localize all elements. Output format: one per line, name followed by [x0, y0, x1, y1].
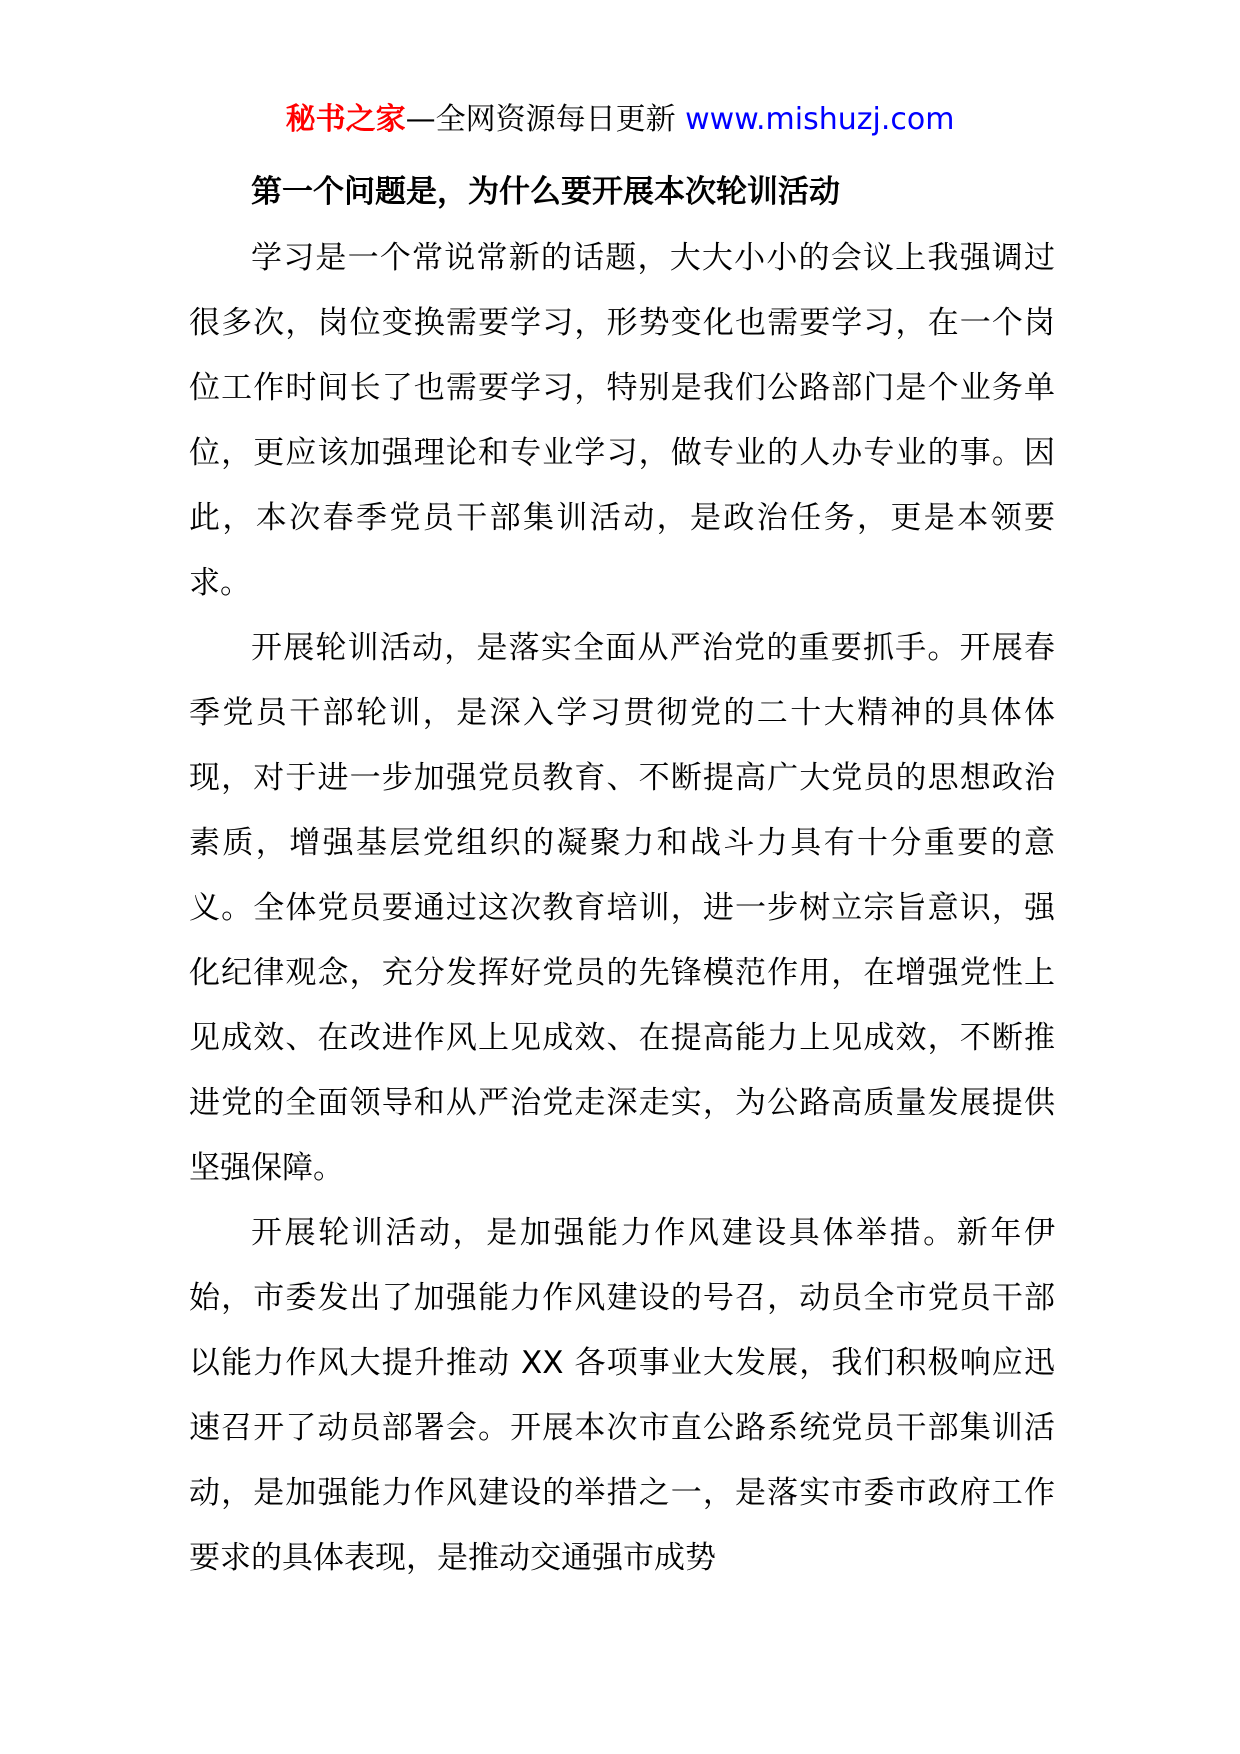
site-url-link[interactable]: www.mishuzj.com [685, 102, 955, 137]
paragraph-2: 开展轮训活动，是落实全面从严治党的重要抓手。开展春季党员干部轮训，是深入学习贯彻党的二十大精神的具体体现，对于进一步加强党员教育、不断提高广大党员的思想政治素质，增强基层党组织的凝聚力和战斗力具有十分重要的意义。全体党员要通过这次教育培训，进一步树立宗旨意识，强化纪律观念，充分发挥好党员的先锋模范作用，在增强党性上见成效、在改进作风上见成效、在提高能力上见成效，不断推进党的全面领导和从严治党走深走实，为公路高质量发展提供坚强保障。 [189, 630, 1055, 1186]
header-tagline: —全网资源每日更新 [405, 102, 686, 137]
paragraph-1: 学习是一个常说常新的话题，大大小小的会议上我强调过很多次，岗位变换需要学习，形势变化也需要学习，在一个岗位工作时间长了也需要学习，特别是我们公路部门是个业务单位，更应该加强理论和专业学习，做专业的人办专业的事。因此，本次春季党员干部集训活动，是政治任务，更是本领要求。 [189, 240, 1055, 601]
paragraph-3: 开展轮训活动，是加强能力作风建设具体举措。新年伊始，市委发出了加强能力作风建设的号召，动员全市党员干部以能力作风大提升推动 XX 各项事业大发展，我们积极响应迅速召开了动员部署会。开展本次市直公路系统党员干部集训活动，是加强能力作风建设的举措之一，是落实市委市政府工作要求的具体表现，是推动交通强市成势 [189, 1215, 1055, 1576]
site-header [0, 100, 1240, 140]
document-body [189, 168, 1055, 1591]
section-heading: 第一个问题是，为什么要开展本次轮训活动 [251, 174, 840, 210]
brand-name: 秘书之家 [285, 102, 406, 137]
